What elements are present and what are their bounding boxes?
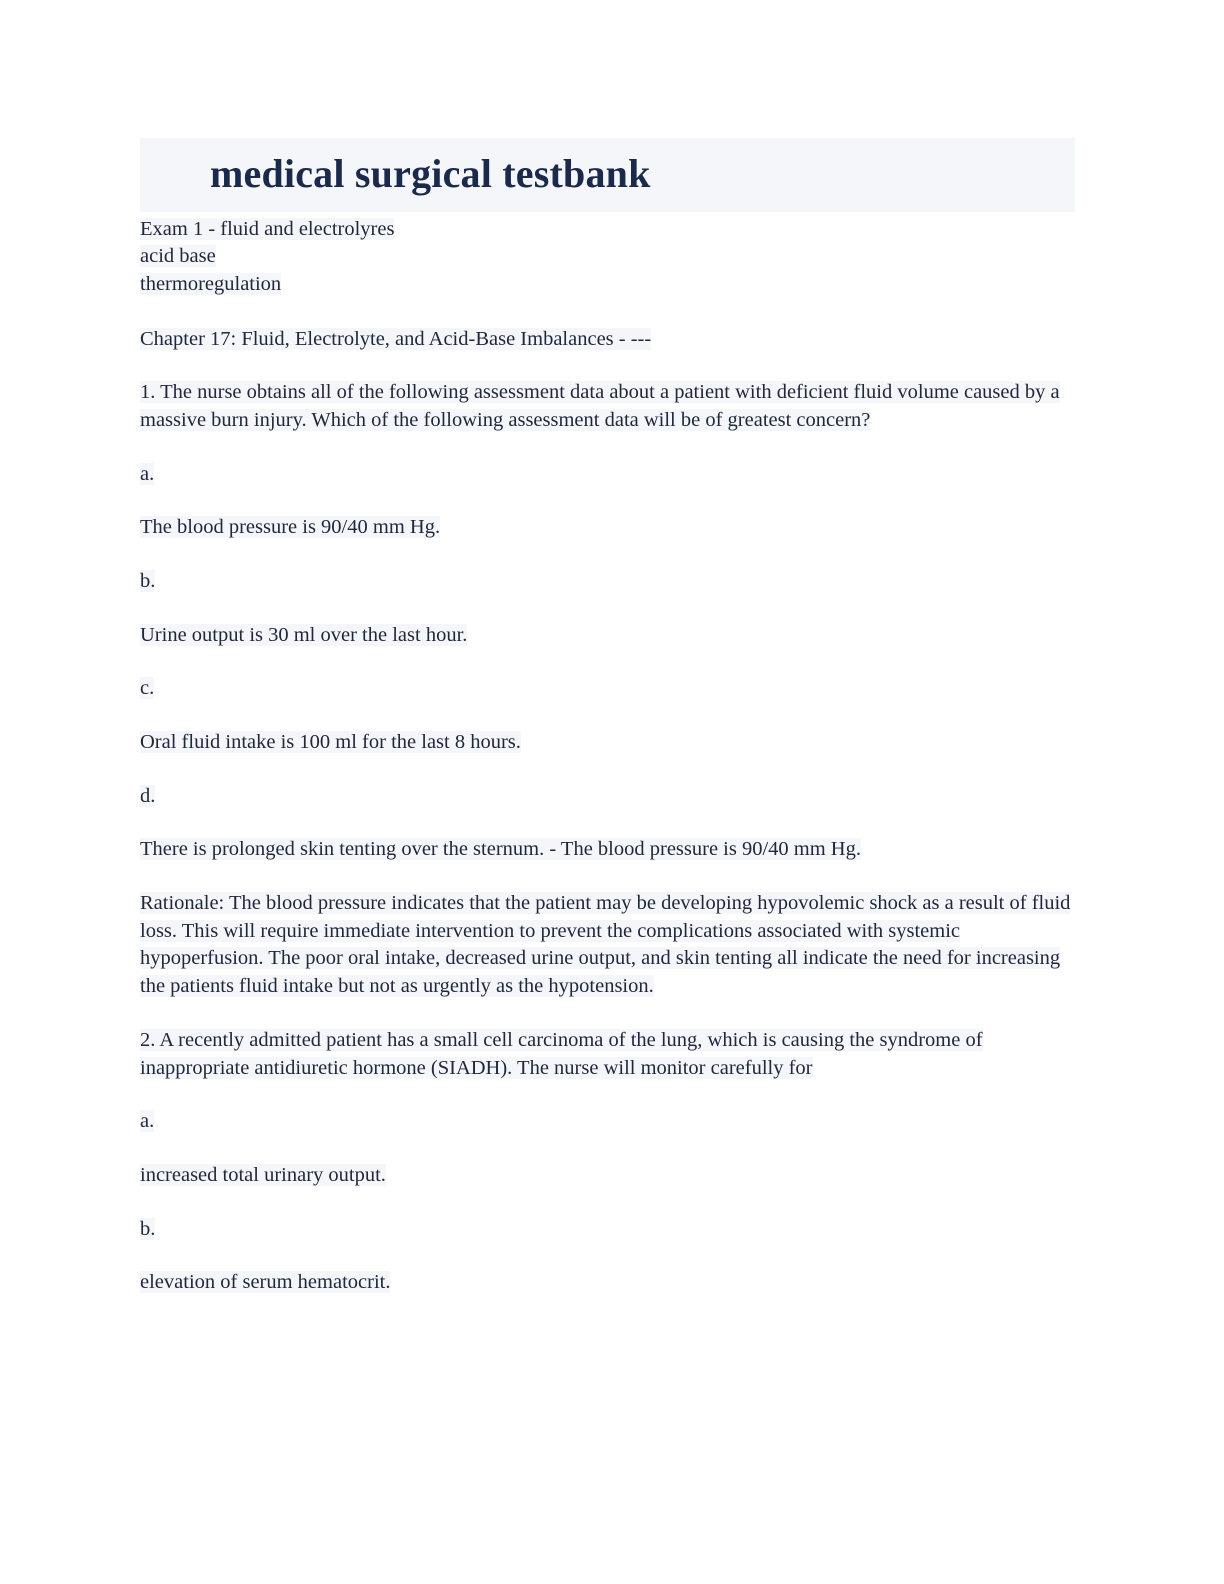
exam-header-line-3: thermoregulation xyxy=(140,272,282,295)
page-title: medical surgical testbank xyxy=(210,151,651,196)
question-2-option-b-letter: b. xyxy=(140,1217,156,1240)
question-1-option-a-text: The blood pressure is 90/40 mm Hg. xyxy=(140,516,441,539)
question-1-rationale: Rationale: The blood pressure indicates that the patient may be developing hypovolemic shock as a result of fluid loss. This will require immediate intervention to prevent the complications associated with systemic hypoperfusion. The poor oral intake, decreased urine output, and skin tenting all indicate the need for increasing the patients fluid intake but not as urgently as the hypotension. xyxy=(140,892,1071,998)
title-banner xyxy=(140,138,1075,212)
question-1-option-c-letter: c. xyxy=(140,677,155,700)
question-1-stem: 1. The nurse obtains all of the following assessment data about a patient with deficient fluid volume caused by a massive burn injury. Which of the following assessment data will be of greatest concern? xyxy=(140,381,1060,432)
question-1-option-d-letter: d. xyxy=(140,784,156,807)
question-2-option-a-text: increased total urinary output. xyxy=(140,1163,386,1186)
question-2-option-a-letter: a. xyxy=(140,1110,155,1133)
question-1-option-b-text: Urine output is 30 ml over the last hour. xyxy=(140,623,468,646)
question-1-option-a-letter: a. xyxy=(140,462,155,485)
question-1-option-b-letter: b. xyxy=(140,570,156,593)
exam-header-line-2: acid base xyxy=(140,245,216,268)
exam-header-lines xyxy=(140,216,1075,298)
question-2-option-b-text: elevation of serum hematocrit. xyxy=(140,1271,391,1294)
question-2-stem: 2. A recently admitted patient has a small cell carcinoma of the lung, which is causing the syndrome of inappropriate antidiuretic hormone (SIADH). The nurse will monitor carefully for xyxy=(140,1028,983,1079)
question-1-option-c-text: Oral fluid intake is 100 ml for the last 8 hours. xyxy=(140,731,521,754)
question-1-option-d-text: There is prolonged skin tenting over the sternum. - The blood pressure is 90/40 mm Hg. xyxy=(140,838,861,861)
chapter-heading: Chapter 17: Fluid, Electrolyte, and Acid-Base Imbalances - --- xyxy=(140,327,652,350)
exam-header-line-1: Exam 1 - fluid and electrolyres xyxy=(140,218,395,240)
